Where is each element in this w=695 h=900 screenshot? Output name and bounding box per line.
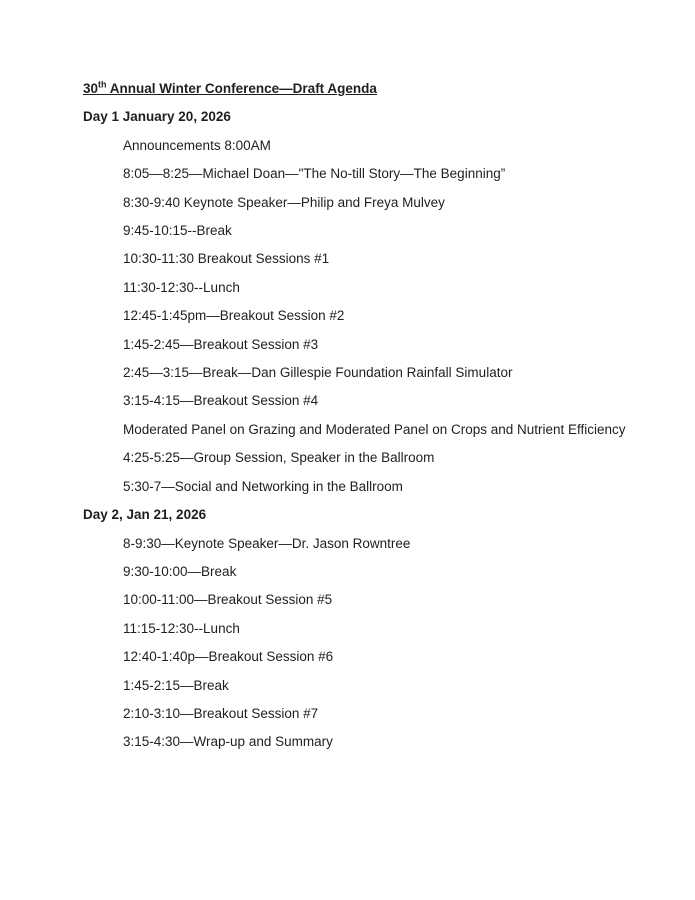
day2-heading: Day 2, Jan 21, 2026: [83, 507, 207, 523]
agenda-item-day1-breakout-2: 12:45-1:45pm—Breakout Session #2: [123, 308, 345, 324]
agenda-item-day2-breakout-5: 10:00-11:00—Breakout Session #5: [123, 592, 333, 608]
agenda-item-day1-break-am: 9:45-10:15--Break: [123, 223, 232, 239]
agenda-item-day1-lunch: 11:30-12:30--Lunch: [123, 279, 240, 295]
title-number: 30: [83, 81, 99, 96]
agenda-item-day2-break-am: 9:30-10:00—Break: [123, 563, 237, 579]
agenda-item-day1-moderated-panels: Moderated Panel on Grazing and Moderated Panel on Crops and Nutrient Efficiency: [123, 421, 626, 437]
document-title: [83, 80, 640, 97]
agenda-item-day1-breakout-4: 3:15-4:15—Breakout Session #4: [123, 393, 319, 409]
agenda-item-day1-keynote: 8:30-9:40 Keynote Speaker—Philip and Freya Mulvey: [123, 194, 445, 210]
agenda-item-day1-breakout-3: 1:45-2:45—Breakout Session #3: [123, 336, 319, 352]
agenda-content: [83, 80, 640, 762]
agenda-item-day1-group-session: 4:25-5:25—Group Session, Speaker in the Ballroom: [123, 450, 435, 466]
agenda-item-day2-wrapup: 3:15-4:30—Wrap-up and Summary: [123, 734, 333, 750]
agenda-item-day2-lunch: 11:15-12:30--Lunch: [123, 620, 240, 636]
agenda-item-day2-breakout-6: 12:40-1:40p—Breakout Session #6: [123, 649, 334, 665]
day1-heading: Day 1 January 20, 2026: [83, 109, 231, 125]
agenda-item-day2-keynote: 8-9:30—Keynote Speaker—Dr. Jason Rowntree: [123, 535, 411, 551]
agenda-item-day2-breakout-7: 2:10-3:10—Breakout Session #7: [123, 705, 319, 721]
agenda-item-day1-michael-doan: 8:05—8:25—Michael Doan—"The No-till Story—The Beginning”: [123, 166, 506, 182]
agenda-item-day1-breakout-1: 10:30-11:30 Breakout Sessions #1: [123, 251, 330, 267]
agenda-item-day2-break-pm: 1:45-2:15—Break: [123, 677, 229, 693]
agenda-item-day1-announcements: Announcements 8:00AM: [123, 137, 271, 153]
title-text: Annual Winter Conference—Draft Agenda: [106, 81, 377, 96]
agenda-item-day1-social: 5:30-7—Social and Networking in the Ballroom: [123, 478, 403, 494]
title-ordinal-superscript: th: [98, 79, 107, 90]
agenda-item-day1-break-pm: 2:45—3:15—Break—Dan Gillespie Foundation Rainfall Simulator: [123, 365, 513, 381]
